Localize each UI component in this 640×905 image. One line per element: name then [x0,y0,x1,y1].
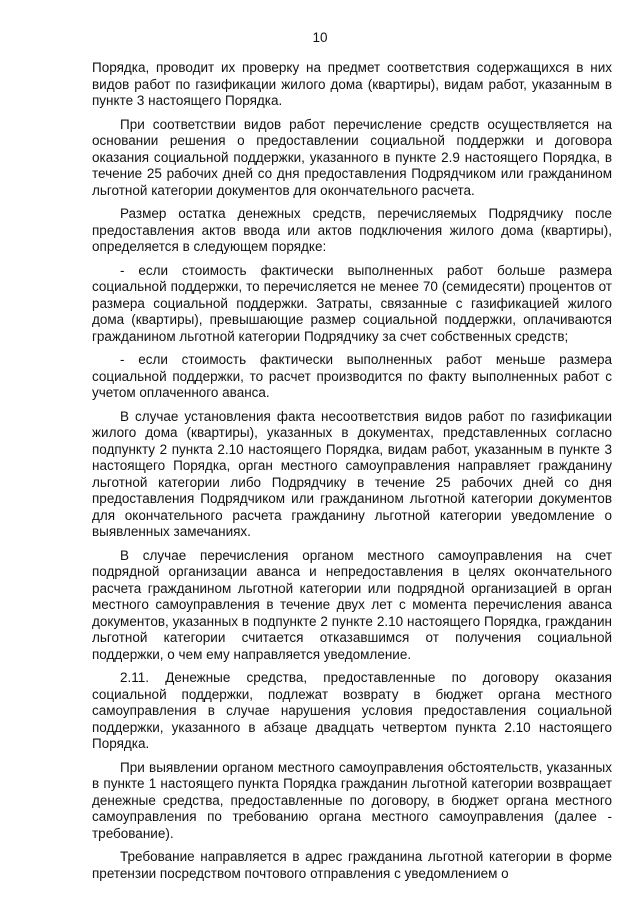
paragraph-continuation: Порядка, проводит их проверку на предмет соответствия содержащихся в них видов работ по газификации жилого дома (квартиры), видам работ, указанным в пункте 3 настоящего Порядка. [92,60,612,108]
list-item-cost-less: - если стоимость фактически выполненных работ меньше размера социальной поддержки, то расчет производится по факту выполненных работ с учетом оплаченного аванса. [92,352,612,400]
paragraph-section-2-11: 2.11. Денежные средства, предоставленные по договору оказания социальной поддержки, подлежат возврату в бюджет органа местного самоуправления в случае нарушения условия предоставления социальной поддержки, указанного в абзаце двадцать четвертом пункта 2.10 настоящего Порядка. [92,670,612,751]
paragraph-mismatch-notice: В случае установления факта несоответствия видов работ по газификации жилого дома (квартиры), указанных в документах, представленных согласно подпункту 2 пункта 2.10 настоящего Порядка, видам работ, указанным в пункте 3 настоящего Порядка, орган местного самоуправления направляет гражданину льготной категории либо Подрядчику в течение 25 рабочих дней со дня предоставления Подрядчиком или гражданином льготной категории документов для окончательного расчета гражданину льготной категории уведомление о выявленных замечаниях. [92,408,612,539]
paragraph-remainder-amount: Размер остатка денежных средств, перечисляемых Подрядчику после предоставления актов ввода или актов подключения жилого дома (квартиры), определяется в следующем порядке: [92,206,612,254]
paragraph-payment-transfer: При соответствии видов работ перечисление средств осуществляется на основании решения о предоставлении социальной поддержки и договора оказания социальной поддержки, указанного в пункте 2.9 настоящего Порядка, в течение 25 рабочих дней со дня предоставления Подрядчиком или гражданином льготной категории документов для окончательного расчета. [92,116,612,198]
paragraph-advance-refusal: В случае перечисления органом местного самоуправления на счет подрядной организации аванса и непредоставления в целях окончательного расчета гражданином льготной категории или подрядной организацией в орган местного самоуправления в течение двух лет с момента перечисления аванса документов, указанных в подпункте 2 пункте 2.10 настоящего Порядка, гражданин льготной категории считается отказавшимся от получения социальной поддержки, о чем ему направляется уведомление. [92,547,612,662]
list-item-cost-greater: - если стоимость фактически выполненных работ больше размера социальной поддержки, то перечисляется не менее 70 (семидесяти) процентов от размера социальной поддержки. Затраты, связанные с газификацией жилого дома (квартиры), превышающие размер социальной поддержки, оплачиваются гражданином льготной категории Подрядчику за счет собственных средств; [92,262,612,344]
paragraph-funds-return: При выявлении органом местного самоуправления обстоятельств, указанных в пункте 1 настоящего пункта Порядка гражданин льготной категории возвращает денежные средства, предоставленные по договору, в бюджет органа местного самоуправления по требованию органа местного самоуправления (далее - требование). [92,759,612,841]
document-body [92,60,612,889]
page-number: 10 [312,30,328,45]
paragraph-claim-delivery: Требование направляется в адрес гражданина льготной категории в форме претензии посредством почтового отправления с уведомлением о [92,849,612,881]
